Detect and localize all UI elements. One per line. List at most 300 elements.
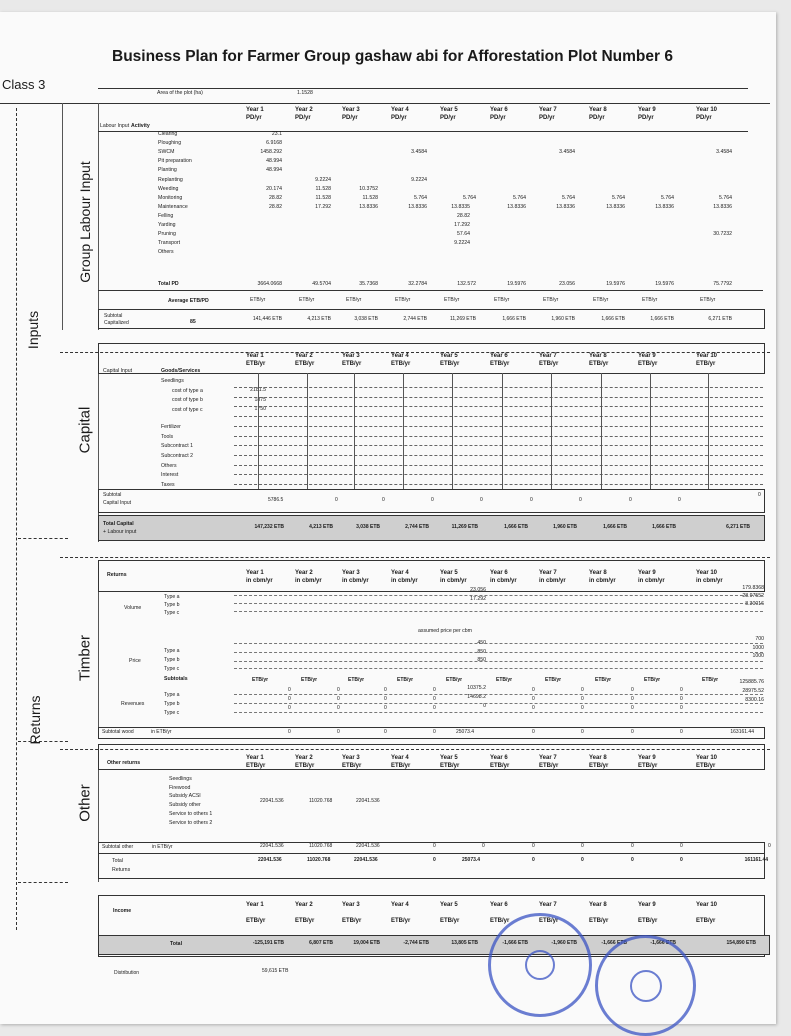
year-4-unit: PD/yr bbox=[391, 115, 407, 121]
timber-row-line bbox=[234, 595, 763, 596]
labour-y10-value: 5.764 bbox=[719, 194, 732, 201]
volume-type-0: Type a bbox=[164, 594, 180, 600]
other-returns-label: Other returns bbox=[107, 760, 141, 766]
year-7-unit: ETB/yr bbox=[539, 763, 559, 769]
labour-y9-value: 13.8336 bbox=[655, 203, 674, 210]
official-stamp-left bbox=[488, 913, 592, 1017]
year-7-header: Year 7 bbox=[539, 107, 557, 113]
capital-subtotal-year-9: 0 bbox=[678, 497, 681, 503]
subtotal-other-year-8: 0 bbox=[631, 843, 634, 849]
capital-input-label: Capital Input bbox=[103, 368, 133, 374]
labour-subtotal-year-3: 3,038 ETB bbox=[354, 316, 378, 322]
income-year-3-unit: ETB/yr bbox=[342, 918, 362, 924]
timber-etb-unit-3: ETB/yr bbox=[348, 677, 365, 683]
capital-column-line bbox=[403, 373, 404, 489]
year-9-unit: ETB/yr bbox=[638, 763, 658, 769]
year-4-header: Year 4 bbox=[391, 353, 409, 359]
activity-ploughing: Ploughing bbox=[158, 140, 182, 147]
other-side-label: Other bbox=[76, 784, 94, 822]
year-6-header: Year 6 bbox=[490, 755, 508, 761]
capital-column-line bbox=[551, 373, 552, 489]
volume-type-2: Type c bbox=[164, 610, 180, 616]
subtotal-other-year-7: 0 bbox=[581, 843, 584, 849]
capital-row-line bbox=[234, 387, 763, 388]
volume-label: Volume bbox=[124, 605, 142, 611]
labour-y4-value: 9.2224 bbox=[411, 176, 427, 183]
labour-y5-value: 13.8335 bbox=[451, 203, 470, 210]
year-2-header: Year 2 bbox=[295, 755, 313, 761]
subtotal-other-label: Subtotal other bbox=[102, 844, 134, 850]
price-y5-2: 850 bbox=[477, 657, 486, 663]
timber-row-line bbox=[234, 611, 763, 612]
activity-maintenance: Maintenance bbox=[158, 203, 188, 210]
capital-row-line bbox=[234, 465, 763, 466]
total-returns-sub: Returns bbox=[112, 867, 131, 873]
capital-cost-1: 1875 bbox=[254, 396, 266, 403]
labour-y5-value: 17.292 bbox=[454, 222, 470, 228]
labour-y1-value: 48.994 bbox=[266, 158, 282, 165]
capital-row-line bbox=[234, 484, 763, 485]
income-year-1-unit: ETB/yr bbox=[246, 918, 266, 924]
capital-subtotal-year-4: 0 bbox=[431, 497, 434, 503]
timber-etb-unit-4: ETB/yr bbox=[397, 677, 414, 683]
total-returns-year-6: 0 bbox=[532, 857, 535, 863]
total-pd-year-10: 75.7792 bbox=[713, 281, 732, 287]
capital-subtotal-year-3: 0 bbox=[382, 497, 385, 503]
revenue-y10-0: 125885.76 bbox=[739, 679, 764, 685]
year-1-header: Year 1 bbox=[246, 570, 264, 576]
capital-column-line bbox=[502, 373, 503, 489]
capital-column-line bbox=[601, 373, 602, 489]
capital-item-9: Interest bbox=[161, 472, 179, 479]
year-8-header: Year 8 bbox=[589, 755, 607, 761]
labour-y5-value: 9.2224 bbox=[454, 240, 470, 247]
activity-monitoring: Monitoring bbox=[158, 194, 183, 201]
other-item-0: Seedlings bbox=[169, 776, 192, 782]
year-6-header: Year 6 bbox=[490, 107, 508, 113]
revenue-zero: 0 bbox=[288, 696, 291, 702]
labour-y6-value: 13.8336 bbox=[507, 203, 526, 210]
year-10-unit: ETB/yr bbox=[696, 361, 716, 367]
labour-y10-value: 3.4584 bbox=[716, 149, 732, 156]
income-year-6-header: Year 6 bbox=[490, 902, 508, 908]
income-year-8-header: Year 8 bbox=[589, 902, 607, 908]
labour-subtotal-year-1: 141,446 ETB bbox=[252, 316, 282, 322]
subtotal-wood-year-9: 0 bbox=[680, 729, 683, 735]
total-pd-year-1: 3664.0668 bbox=[257, 281, 282, 287]
income-year-7-header: Year 7 bbox=[539, 902, 557, 908]
revenue-y10-2: 8300.16 bbox=[745, 697, 764, 703]
year-6-unit: PD/yr bbox=[490, 115, 506, 121]
price-type-0: Type a bbox=[164, 648, 180, 654]
subtotal-other-year-9: 0 bbox=[680, 843, 683, 849]
revenue-y10-1: 28975.52 bbox=[742, 688, 764, 694]
revenue-zero: 0 bbox=[631, 705, 634, 711]
capital-cost-0: 2181.5 bbox=[250, 387, 266, 393]
capital-row-line bbox=[234, 455, 763, 456]
volume-y10-0: 179.8368 bbox=[742, 585, 764, 591]
income-label: Income bbox=[113, 908, 132, 914]
total-pd-year-3: 35.7368 bbox=[359, 281, 378, 287]
year-10-header: Year 10 bbox=[696, 570, 718, 576]
year-1-header: Year 1 bbox=[246, 353, 264, 359]
year-9-header: Year 9 bbox=[638, 755, 656, 761]
distribution-value: 59,615 ETB bbox=[262, 968, 289, 974]
labour-y10-value: 13.8336 bbox=[713, 203, 732, 210]
capitalized-label: Capitalized bbox=[104, 320, 129, 326]
labour-y2-value: 11.528 bbox=[315, 185, 331, 192]
labour-input-label: Labour Input bbox=[100, 123, 130, 129]
timber-row-line bbox=[234, 643, 763, 644]
year-4-unit: ETB/yr bbox=[391, 361, 411, 367]
subtotal-wood-year-4: 0 bbox=[433, 729, 436, 735]
capital-row-line bbox=[234, 445, 763, 446]
revenue-zero: 0 bbox=[680, 687, 683, 693]
capital-row-line bbox=[234, 397, 763, 398]
year-10-header: Year 10 bbox=[696, 353, 718, 359]
year-10-unit: ETB/yr bbox=[696, 763, 716, 769]
income-year-1-header: Year 1 bbox=[246, 902, 264, 908]
timber-row-line bbox=[234, 652, 763, 653]
subtotal-wood-year-5: 25073.4 bbox=[456, 729, 475, 735]
price-y10-1: 1000 bbox=[752, 644, 764, 651]
year-7-unit: PD/yr bbox=[539, 115, 555, 121]
total-capital-year-8: 1,666 ETB bbox=[603, 524, 627, 530]
capital-cost-2: 1750 bbox=[254, 406, 266, 413]
capital-column-line bbox=[354, 373, 355, 489]
total-capital-year-2: 4,213 ETB bbox=[309, 524, 333, 530]
year-3-header: Year 3 bbox=[342, 353, 360, 359]
etb-unit-2: ETB/yr bbox=[299, 297, 315, 303]
capital-subtotal-year-1: 5786.5 bbox=[268, 497, 284, 503]
total-returns-year-9: 0 bbox=[680, 857, 683, 863]
volume-y5-0: 23.056 bbox=[470, 587, 486, 593]
subtotal-label: Subtotal bbox=[104, 313, 123, 319]
total-capital-year-1: 147,232 ETB bbox=[254, 524, 284, 530]
subtotal-wood-label: Subtotal wood bbox=[102, 729, 134, 735]
revenue-zero: 0 bbox=[680, 696, 683, 702]
year-10-header: Year 10 bbox=[696, 107, 718, 113]
area-label: Area of the plot (ha) bbox=[157, 90, 203, 96]
activity-pit-preparation: Pit preparation bbox=[158, 158, 192, 165]
year-3-header: Year 3 bbox=[342, 107, 360, 113]
subtotal-wood-year-10: 163161.44 bbox=[730, 729, 754, 735]
labour-y5-value: 28.82 bbox=[457, 212, 470, 219]
price-label: Price bbox=[129, 658, 141, 664]
capital-column-line bbox=[452, 373, 453, 489]
year-1-header: Year 1 bbox=[246, 107, 264, 113]
revenue-zero: 0 bbox=[532, 696, 535, 702]
subsidy-acsi-year-3: 22041.536 bbox=[356, 798, 380, 804]
etb-unit-8: ETB/yr bbox=[593, 297, 609, 303]
year-4-unit: ETB/yr bbox=[391, 763, 411, 769]
revenue-zero: 0 bbox=[631, 696, 634, 702]
total-pd-year-8: 19.5976 bbox=[606, 281, 625, 287]
subtotal-other-year-10: 0 bbox=[768, 843, 771, 849]
total-returns-year-2: 11020.768 bbox=[307, 857, 331, 863]
revenues-label: Revenues bbox=[121, 701, 145, 707]
income-year-4-unit: ETB/yr bbox=[391, 918, 411, 924]
total-pd-year-2: 49.5704 bbox=[312, 281, 331, 287]
subsidy-acsi-year-1: 22041.536 bbox=[260, 798, 284, 804]
income-total-year-2: 6,807 ETB bbox=[309, 940, 333, 946]
income-year-7-unit: ETB/yr bbox=[539, 918, 559, 924]
etb-unit-7: ETB/yr bbox=[543, 297, 559, 303]
timber-etb-unit-5: ETB/yr bbox=[446, 677, 463, 683]
income-year-3-header: Year 3 bbox=[342, 902, 360, 908]
labour-y1-value: 48.994 bbox=[266, 167, 282, 174]
capital-item-1: cost of type a bbox=[172, 387, 203, 394]
capital-subtotal-year-8: 0 bbox=[629, 497, 632, 503]
labour-y1-value: 6.9168 bbox=[266, 140, 282, 147]
capital-row-line bbox=[234, 474, 763, 475]
income-total-year-7: -1,960 ETB bbox=[551, 940, 577, 946]
labour-subtotal-year-2: 4,213 ETB bbox=[307, 316, 331, 322]
price-y5-1: 850 bbox=[477, 648, 486, 655]
etb-unit-3: ETB/yr bbox=[346, 297, 362, 303]
timber-etb-unit-10: ETB/yr bbox=[702, 677, 719, 683]
year-6-header: Year 6 bbox=[490, 570, 508, 576]
year-1-unit: ETB/yr bbox=[246, 763, 266, 769]
timber-etb-unit-6: ETB/yr bbox=[496, 677, 513, 683]
year-3-header: Year 3 bbox=[342, 755, 360, 761]
total-returns-year-10: 161161.44 bbox=[744, 857, 768, 863]
labour-y7-value: 13.8336 bbox=[556, 203, 575, 210]
year-2-unit: PD/yr bbox=[295, 115, 311, 121]
year-5-header: Year 5 bbox=[440, 570, 458, 576]
income-year-2-header: Year 2 bbox=[295, 902, 313, 908]
revenue-y5-2: 0 bbox=[483, 703, 486, 709]
activity-replanting: Replanting bbox=[158, 176, 183, 183]
labour-subtotal-year-4: 2,744 ETB bbox=[403, 316, 427, 322]
revenue-zero: 0 bbox=[581, 705, 584, 711]
average-etb-label: Average ETB/PD bbox=[168, 298, 209, 304]
capital-subtotal-year-6: 0 bbox=[530, 497, 533, 503]
year-5-header: Year 5 bbox=[440, 755, 458, 761]
year-3-unit: ETB/yr bbox=[342, 763, 362, 769]
group-labour-side-label: Group Labour Input bbox=[77, 161, 93, 283]
year-7-header: Year 7 bbox=[539, 353, 557, 359]
income-year-5-header: Year 5 bbox=[440, 902, 458, 908]
year-4-header: Year 4 bbox=[391, 570, 409, 576]
activity-others: Others bbox=[158, 249, 174, 256]
year-4-header: Year 4 bbox=[391, 755, 409, 761]
subsidy-acsi-year-2: 11020.768 bbox=[309, 798, 333, 804]
labour-y2-value: 11.528 bbox=[315, 194, 331, 201]
labour-y3-value: 11.528 bbox=[362, 194, 378, 201]
labour-y5-value: 57.64 bbox=[457, 231, 470, 238]
revenue-type-2: Type c bbox=[164, 710, 180, 716]
year-4-unit: in cbm/yr bbox=[391, 578, 418, 584]
labour-y2-value: 17.292 bbox=[315, 203, 331, 210]
timber-row-line bbox=[234, 603, 763, 604]
labour-y1-value: 28.82 bbox=[269, 203, 282, 210]
labour-y1-value: 23.1 bbox=[271, 131, 282, 137]
total-capital-year-7: 1,960 ETB bbox=[553, 524, 577, 530]
total-pd-label: Total PD bbox=[158, 281, 179, 287]
capital-subtotal-year-10: 0 bbox=[758, 492, 761, 498]
other-item-3: Subsidy other bbox=[169, 802, 201, 809]
year-6-unit: in cbm/yr bbox=[490, 578, 517, 584]
income-total-label: Total bbox=[170, 941, 183, 947]
revenue-zero: 0 bbox=[433, 696, 436, 702]
revenue-zero: 0 bbox=[288, 687, 291, 693]
total-returns-year-3: 22041.536 bbox=[354, 857, 378, 863]
year-8-header: Year 8 bbox=[589, 353, 607, 359]
subtotal-other-year-4: 0 bbox=[433, 843, 436, 849]
labour-y5-value: 5.764 bbox=[463, 194, 476, 201]
subtotal-wood-year-3: 0 bbox=[384, 729, 387, 735]
revenue-zero: 0 bbox=[631, 687, 634, 693]
subtotal-other-year-1: 22041.536 bbox=[260, 843, 284, 849]
other-item-2: Subsidy ACSI bbox=[169, 793, 201, 800]
year-6-unit: ETB/yr bbox=[490, 361, 510, 367]
year-10-header: Year 10 bbox=[696, 755, 718, 761]
revenue-zero: 0 bbox=[680, 705, 683, 711]
etb-unit-6: ETB/yr bbox=[494, 297, 510, 303]
subtotal-wood-unit: in ETB/yr bbox=[151, 729, 172, 735]
year-5-unit: ETB/yr bbox=[440, 763, 460, 769]
capital-subtotal-year-7: 0 bbox=[579, 497, 582, 503]
goods-services-header: Goods/Services bbox=[161, 368, 201, 374]
total-pd-year-9: 19.5976 bbox=[655, 281, 674, 287]
labour-subtotal-year-7: 1,960 ETB bbox=[551, 316, 575, 322]
timber-side-label: Timber bbox=[76, 634, 94, 682]
labour-y6-value: 5.764 bbox=[513, 194, 526, 201]
labour-y4-value: 3.4584 bbox=[411, 149, 427, 156]
revenue-zero: 0 bbox=[532, 687, 535, 693]
inputs-side-label: Inputs bbox=[25, 310, 41, 350]
price-y10-2: 1000 bbox=[752, 653, 764, 659]
page-title: Business Plan for Farmer Group gashaw abi for Afforestation Plot Number 6 bbox=[112, 48, 673, 65]
distribution-label: Distribution bbox=[114, 970, 140, 976]
year-1-header: Year 1 bbox=[246, 755, 264, 761]
capital-item-0: Seedlings bbox=[161, 378, 184, 384]
revenue-zero: 0 bbox=[384, 705, 387, 711]
price-type-1: Type b bbox=[164, 657, 180, 663]
capital-subtotal-year-5: 0 bbox=[480, 497, 483, 503]
year-6-header: Year 6 bbox=[490, 353, 508, 359]
year-3-unit: in cbm/yr bbox=[342, 578, 369, 584]
income-year-10-unit: ETB/yr bbox=[696, 918, 716, 924]
revenue-y5-1: 14698.2 bbox=[467, 694, 486, 700]
timber-etb-unit-9: ETB/yr bbox=[644, 677, 661, 683]
total-pd-year-5: 132.572 bbox=[457, 281, 476, 287]
activity-transport: Transport bbox=[158, 240, 181, 247]
income-year-6-unit: ETB/yr bbox=[490, 918, 510, 924]
activity-header: Activity bbox=[131, 123, 150, 129]
income-year-2-unit: ETB/yr bbox=[295, 918, 315, 924]
year-9-header: Year 9 bbox=[638, 570, 656, 576]
price-note: assumed price per cbm bbox=[418, 628, 472, 634]
total-pd-year-7: 23.056 bbox=[559, 281, 575, 287]
returns-label: Returns bbox=[107, 572, 127, 578]
labour-subtotal-year-6: 1,666 ETB bbox=[502, 316, 526, 322]
price-y10-0: 700 bbox=[755, 636, 764, 642]
year-7-header: Year 7 bbox=[539, 755, 557, 761]
total-capital-label: Total Capital bbox=[103, 521, 134, 527]
subtotal-other-year-6: 0 bbox=[532, 843, 535, 849]
income-year-5-unit: ETB/yr bbox=[440, 918, 460, 924]
labour-y2-value: 9.2224 bbox=[315, 176, 331, 183]
revenue-zero: 0 bbox=[288, 705, 291, 711]
activity-yarding: Yarding bbox=[158, 222, 176, 228]
timber-row-line bbox=[234, 712, 763, 713]
total-capital-year-5: 11,269 ETB bbox=[451, 524, 478, 530]
returns-side-label: Returns bbox=[27, 695, 43, 745]
capital-row-line bbox=[234, 436, 763, 437]
year-5-unit: in cbm/yr bbox=[440, 578, 467, 584]
subtotal-wood-year-7: 0 bbox=[581, 729, 584, 735]
volume-y5-1: 17.292 bbox=[470, 595, 486, 602]
timber-row-line bbox=[234, 694, 763, 695]
capital-subtotal-year-2: 0 bbox=[335, 497, 338, 503]
income-year-10-header: Year 10 bbox=[696, 902, 718, 908]
area-value: 1.1528 bbox=[297, 90, 313, 96]
income-total-year-6: -1,666 ETB bbox=[502, 940, 528, 946]
income-total-year-4: -2,744 ETB bbox=[403, 940, 429, 946]
timber-etb-unit-1: ETB/yr bbox=[252, 677, 269, 683]
year-9-unit: in cbm/yr bbox=[638, 578, 665, 584]
revenue-y5-0: 10375.2 bbox=[467, 685, 486, 691]
capital-item-6: Subcontract 1 bbox=[161, 443, 194, 450]
year-7-header: Year 7 bbox=[539, 570, 557, 576]
revenue-zero: 0 bbox=[337, 696, 340, 702]
total-capital-year-9: 1,666 ETB bbox=[652, 524, 676, 530]
capital-item-3: cost of type c bbox=[172, 407, 203, 414]
etb-unit-10: ETB/yr bbox=[700, 297, 716, 303]
year-5-unit: ETB/yr bbox=[440, 361, 460, 367]
total-capital-year-4: 2,744 ETB bbox=[405, 524, 429, 530]
labour-y8-value: 5.764 bbox=[612, 194, 625, 201]
capital-column-line bbox=[650, 373, 651, 489]
activity-clearing: Clearing bbox=[158, 131, 178, 137]
revenue-zero: 0 bbox=[433, 705, 436, 711]
timber-etb-unit-7: ETB/yr bbox=[545, 677, 562, 683]
price-y5-0: 450 bbox=[477, 640, 486, 646]
revenue-type-0: Type a bbox=[164, 692, 180, 698]
year-1-unit: PD/yr bbox=[246, 115, 262, 121]
timber-etb-unit-2: ETB/yr bbox=[301, 677, 318, 683]
income-total-year-9: -1,666 ETB bbox=[650, 940, 676, 946]
etb-unit-1: ETB/yr bbox=[250, 297, 266, 303]
subtotal-other-unit: in ETB/yr bbox=[152, 844, 173, 850]
official-stamp-right bbox=[595, 935, 696, 1036]
income-total-year-1: -125,191 ETB bbox=[252, 940, 284, 946]
revenue-zero: 0 bbox=[337, 705, 340, 711]
price-type-2: Type c bbox=[164, 666, 180, 672]
total-pd-year-6: 19.5976 bbox=[507, 281, 526, 287]
total-capital-year-6: 1,666 ETB bbox=[504, 524, 528, 530]
year-1-unit: in cbm/yr bbox=[246, 578, 273, 584]
revenue-zero: 0 bbox=[433, 687, 436, 693]
revenue-zero: 0 bbox=[581, 696, 584, 702]
income-year-8-unit: ETB/yr bbox=[589, 918, 609, 924]
revenue-zero: 0 bbox=[532, 705, 535, 711]
class-label: Class 3 bbox=[2, 77, 46, 92]
year-3-unit: ETB/yr bbox=[342, 361, 362, 367]
capital-item-4: Fertilizer bbox=[161, 423, 181, 430]
year-2-unit: ETB/yr bbox=[295, 361, 315, 367]
income-year-9-header: Year 9 bbox=[638, 902, 656, 908]
total-capital-sub: + Labour input bbox=[103, 529, 137, 535]
income-total-year-5: 13,805 ETB bbox=[451, 940, 478, 946]
total-pd-year-4: 32.2784 bbox=[408, 281, 427, 287]
capital-row-line bbox=[234, 406, 763, 407]
year-7-unit: in cbm/yr bbox=[539, 578, 566, 584]
subtotal-other-year-5: 0 bbox=[482, 843, 485, 849]
capital-row-line bbox=[234, 426, 763, 427]
